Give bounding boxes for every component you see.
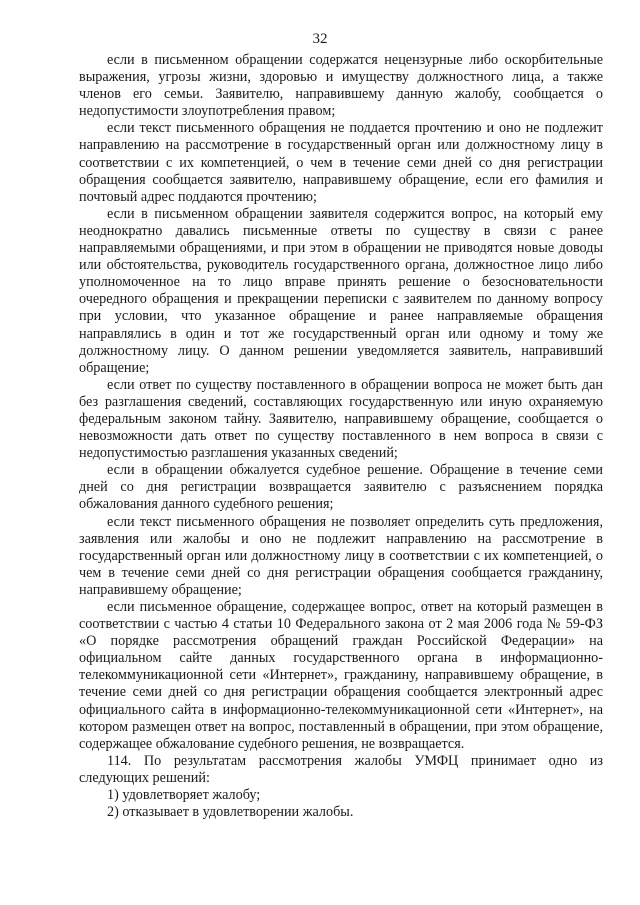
paragraph-clause-114: 114. По результатам рассмотрения жалобы УМФЦ принимает одно из следующих решений: [79, 752, 603, 786]
paragraph-obscene-language: если в письменном обращении содержатся нецензурные либо оскорбительные выражения, угрозы жизни, здоровью и имуществу должностного лица, а также членов его семьи. Заявителю, направившему данную жалобу, сообщается о недопустимости злоупотребления правом; [79, 52, 603, 120]
paragraph-court-decision: если в обращении обжалуется судебное решение. Обращение в течение семи дней со дня регистрации возвращается заявителю с разъяснением порядка обжалования данного судебного решения; [79, 462, 603, 513]
paragraph-answer-published: если письменное обращение, содержащее вопрос, ответ на который размещен в соответствии с частью 4 статьи 10 Федерального закона от 2 мая 2006 года № 59-ФЗ «О порядке рассмотрения обращений граждан Российской Федерации» на официальном сайте данных государственного органа в информационно-телекоммуникационной сети «Интернет», гражданину, направившему обращение, в течение семи дней со дня регистрации обращения сообщается электронный адрес официального сайта в информационно-телекоммуникационной сети «Интернет», на котором размещен ответ на вопрос, поставленный в обращении, при этом обращение, содержащее обжалование судебного решения, не возвращается. [79, 599, 603, 752]
decision-item-refuse: 2) отказывает в удовлетворении жалобы. [107, 804, 354, 821]
document-body [79, 52, 603, 821]
paragraph-repeated-question: если в письменном обращении заявителя содержится вопрос, на который ему неоднократно давались письменные ответы по существу в связи с ранее направляемыми обращениями, и при этом в обращении не приводятся новые доводы или обстоятельства, руководитель государственного органа, должностное лицо либо уполномоченное на то лицо вправе принять решение о безосновательности очередного обращения и прекращении переписки с заявителем по данному вопросу при условии, что указанное обращение и ранее направляемые обращения направлялись в один и тот же государственный орган или одному и тому же должностному лицу. О данном решении уведомляется заявитель, направивший обращение; [79, 205, 603, 376]
paragraph-unreadable-text: если текст письменного обращения не поддается прочтению и оно не подлежит направлению на рассмотрение в государственный орган или должностному лицу в соответствии с их компетенцией, о чем в течение семи дней со дня регистрации обращения сообщается заявителю, направившему обращение, если его фамилия и почтовый адрес поддаются прочтению; [79, 120, 603, 205]
paragraph-unclear-essence: если текст письменного обращения не позволяет определить суть предложения, заявления или жалобы и оно не подлежит направлению на рассмотрение в государственный орган или должностному лицу в соответствии с их компетенцией, о чем в течение семи дней со дня регистрации обращения сообщается гражданину, направившему обращение; [79, 513, 603, 598]
page-number: 32 [312, 31, 328, 47]
paragraph-state-secret: если ответ по существу поставленного в обращении вопроса не может быть дан без разглашения сведений, составляющих государственную или иную охраняемую федеральным законом тайну. Заявителю, направившему обращение, сообщается о невозможности дать ответ по существу поставленного в нем вопроса в связи с недопустимостью разглашения указанных сведений; [79, 376, 603, 462]
decision-item-satisfy: 1) удовлетворяет жалобу; [107, 787, 261, 804]
